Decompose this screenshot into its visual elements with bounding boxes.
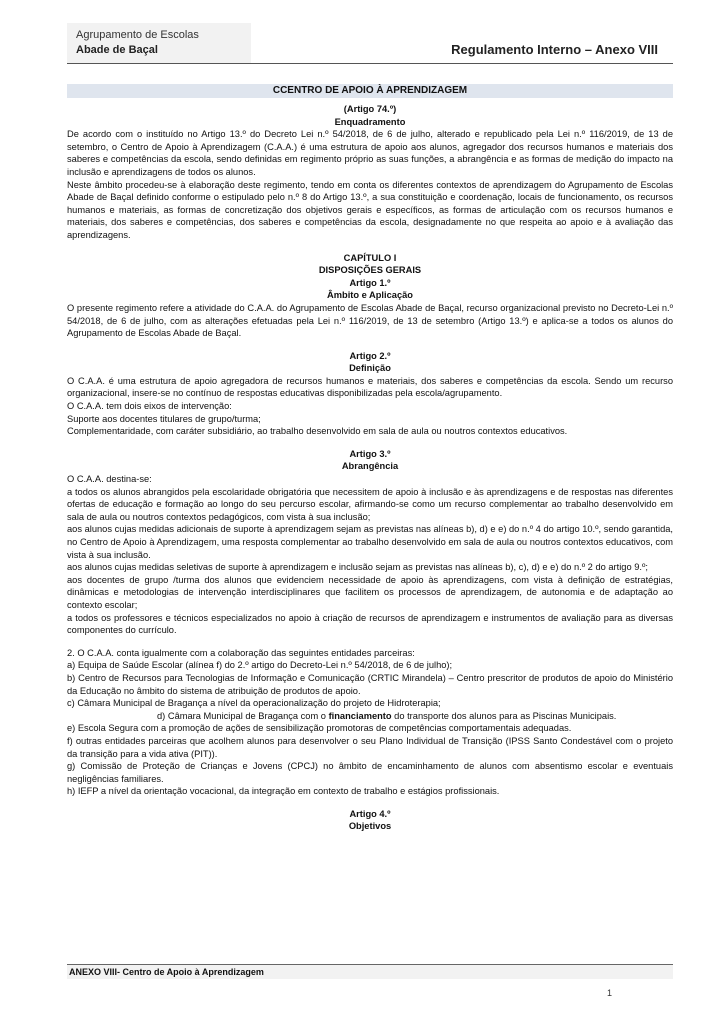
art1-paragraph: O presente regimento refere a atividade do C.A.A. do Agrupamento de Escolas Abade de Baçal, recurso organizacional previsto no Decreto-Lei n.º 54/2018, de 6 de julho, com as alterações efetuadas pela Lei n.º 116/2019, de 13 de setembro (Artigo 13.º) e aplica-se a todos os alunos do Agrupamento de Escolas Abade de Baçal.: [67, 302, 673, 339]
art3-partner-h: h) IEFP a nível da orientação vocacional, da integração em contexto de trabalho e estágios profissionais.: [67, 786, 500, 797]
art3-partner-a: a) Equipa de Saúde Escolar (alínea f) do 2.º artigo do Decreto-Lei n.º 54/2018, de 6 de julho);: [67, 660, 453, 671]
art2-heading: Definição: [349, 363, 391, 374]
art3-intro: O C.A.A. destina-se:: [67, 474, 152, 485]
art74-heading: Enquadramento: [334, 116, 406, 127]
art3-item: aos docentes de grupo /turma dos alunos que evidenciem necessidade de apoio às aprendizagens, com vista à definição de estratégias, dinâmicas e metodologias de intervenção interdisciplinares que facilitem os processos de aprendizagem, de autonomia e de adaptação ao contexto escolar;: [67, 574, 673, 610]
art3-heading: Abrangência: [341, 461, 399, 472]
chapter-label: CAPÍTULO I: [343, 252, 397, 263]
art2-paragraph-4: Complementaridade, com caráter subsidiário, ao trabalho desenvolvido em sala de aula ou noutros contextos educativos.: [67, 426, 568, 437]
footer-text: ANEXO VIII- Centro de Apoio à Aprendizagem: [69, 967, 264, 977]
art3-partner-g: g) Comissão de Proteção de Crianças e Jovens (CPCJ) no âmbito de encaminhamento de alunos com absentismo escolar e eventuais negligências familiares.: [67, 761, 673, 784]
art2-paragraph-1: O C.A.A. é uma estrutura de apoio agregadora de recursos humanos e materiais, dos saberes e competências da escola. Sendo um recurso organizacional, insere-se no contínuo de respostas educativas disponibilizadas pela escola/agrupamento.: [67, 375, 673, 399]
art2-number: Artigo 2.º: [349, 350, 391, 361]
art3-item: a todos os professores e técnicos especializados no apoio à criação de recursos de aprendizagem e instrumentos de avaliação para as diversas componentes do currículo.: [67, 612, 673, 636]
art74-number: (Artigo 74.º): [343, 104, 397, 114]
art3-partner-d-pre: d) Câmara Municipal de Bragança com o: [157, 710, 329, 721]
page-number: 1: [607, 988, 613, 998]
art4-number: Artigo 4.º: [349, 808, 391, 819]
art3-partner-f: f) outras entidades parceiras que acolhem alunos para desenvolver o seu Plano Individual de Transição (IPSS Santo Condestável com o projeto da transição para a vida ativa (PIT)).: [67, 735, 673, 759]
art4-heading: Objetivos: [348, 821, 392, 832]
header-org-line1: Agrupamento de Escolas: [76, 29, 199, 41]
chapter-title: DISPOSIÇÕES GERAIS: [318, 265, 422, 276]
header-org-line2: Abade de Baçal: [76, 44, 158, 56]
section-title: CCENTRO DE APOIO À APRENDIZAGEM: [272, 85, 468, 96]
art74-paragraph-1: De acordo com o instituído no Artigo 13.º do Decreto Lei n.º 54/2018, de 6 de julho, alterado e republicado pela Lei n.º 116/2019, de 13 de setembro, o Centro de Apoio à Aprendizagem (C.A.A.) é uma estrutura de apoio aos alunos, agregador dos recursos humanos e materiais dos saberes e competências da escola, sendo definidas em regimento próprio as suas funções, a abrangência e as formas de medição do impacto na inclusão e aprendizagens de todos os alunos.: [67, 129, 673, 177]
art3-partner-d-bold: financiamento: [328, 710, 392, 721]
header-doc-title: Regulamento Interno – Anexo VIII: [451, 42, 658, 57]
art3-number: Artigo 3.º: [349, 448, 391, 459]
document-body: [67, 103, 673, 833]
art1-heading: Âmbito e Aplicação: [327, 290, 413, 301]
art3-partner-c: c) Câmara Municipal de Bragança a nível da operacionalização do projeto de Hidroterapia;: [67, 698, 441, 709]
art3-partner-b: b) Centro de Recursos para Tecnologias de Informação e Comunicação (CRTIC Mirandela) – Centro prescritor de produtos de apoio do Ministério da Educação no âmbito do sistema de atribuição de produtos de apoio.: [67, 672, 673, 696]
art3-partner-e: e) Escola Segura com a promoção de ações de sensibilização promotoras de competências comportamentais adequadas.: [67, 723, 572, 734]
art2-paragraph-3: Suporte aos docentes titulares de grupo/turma;: [67, 413, 261, 424]
art3-item: aos alunos cujas medidas seletivas de suporte à aprendizagem e inclusão sejam as previstas nas alíneas b), c), d) e e) do n.º 2 do artigo 9.º;: [67, 562, 648, 573]
art74-paragraph-2: Neste âmbito procedeu-se à elaboração deste regimento, tendo em conta os diferentes contextos de aprendizagem do Agrupamento de Escolas Abade de Baçal definido conforme o estipulado pelo n.º 8 do Artigo 13.º, a sua constituição e coordenação, locais de funcionamento, os recursos humanos e materiais, as formas de concretização dos objetivos gerais e específicos, as formas de articulação com os recursos humanos e materiais, dos saberes e competências, dos saberes e competências da escola, designadamente no que respeita ao apoio e à avaliação das aprendizagens.: [67, 179, 673, 240]
header-divider: [67, 63, 673, 64]
art1-number: Artigo 1.º: [349, 277, 391, 288]
art3-partners-intro: 2. O C.A.A. conta igualmente com a colaboração das seguintes entidades parceiras:: [67, 647, 415, 658]
art2-paragraph-2: O C.A.A. tem dois eixos de intervenção:: [67, 401, 232, 412]
art3-item: a todos os alunos abrangidos pela escolaridade obrigatória que necessitem de apoio à inclusão e às aprendizagens e de respostas nas diferentes ofertas de educação e formação ao longo do seu percurso escolar, afirmando-se como um recurso complementar ao trabalho desenvolvido em sala de aula ou noutros contextos pedagógicos, com vista à sua inclusão;: [67, 486, 673, 522]
art3-partner-d: [67, 710, 673, 723]
art3-item: aos alunos cujas medidas adicionais de suporte à aprendizagem sejam as previstas nas alíneas b), d) e e) do n.º 4 do artigo 10.º, sendo garantida, no Centro de Apoio à Aprendizagem, uma resposta complementar ao trabalho desenvolvido em sala de aula ou noutros contextos educativos, com vista à sua inclusão.: [67, 524, 673, 560]
art3-partner-d-post: do transporte dos alunos para as Piscinas Municipais.: [391, 710, 617, 721]
